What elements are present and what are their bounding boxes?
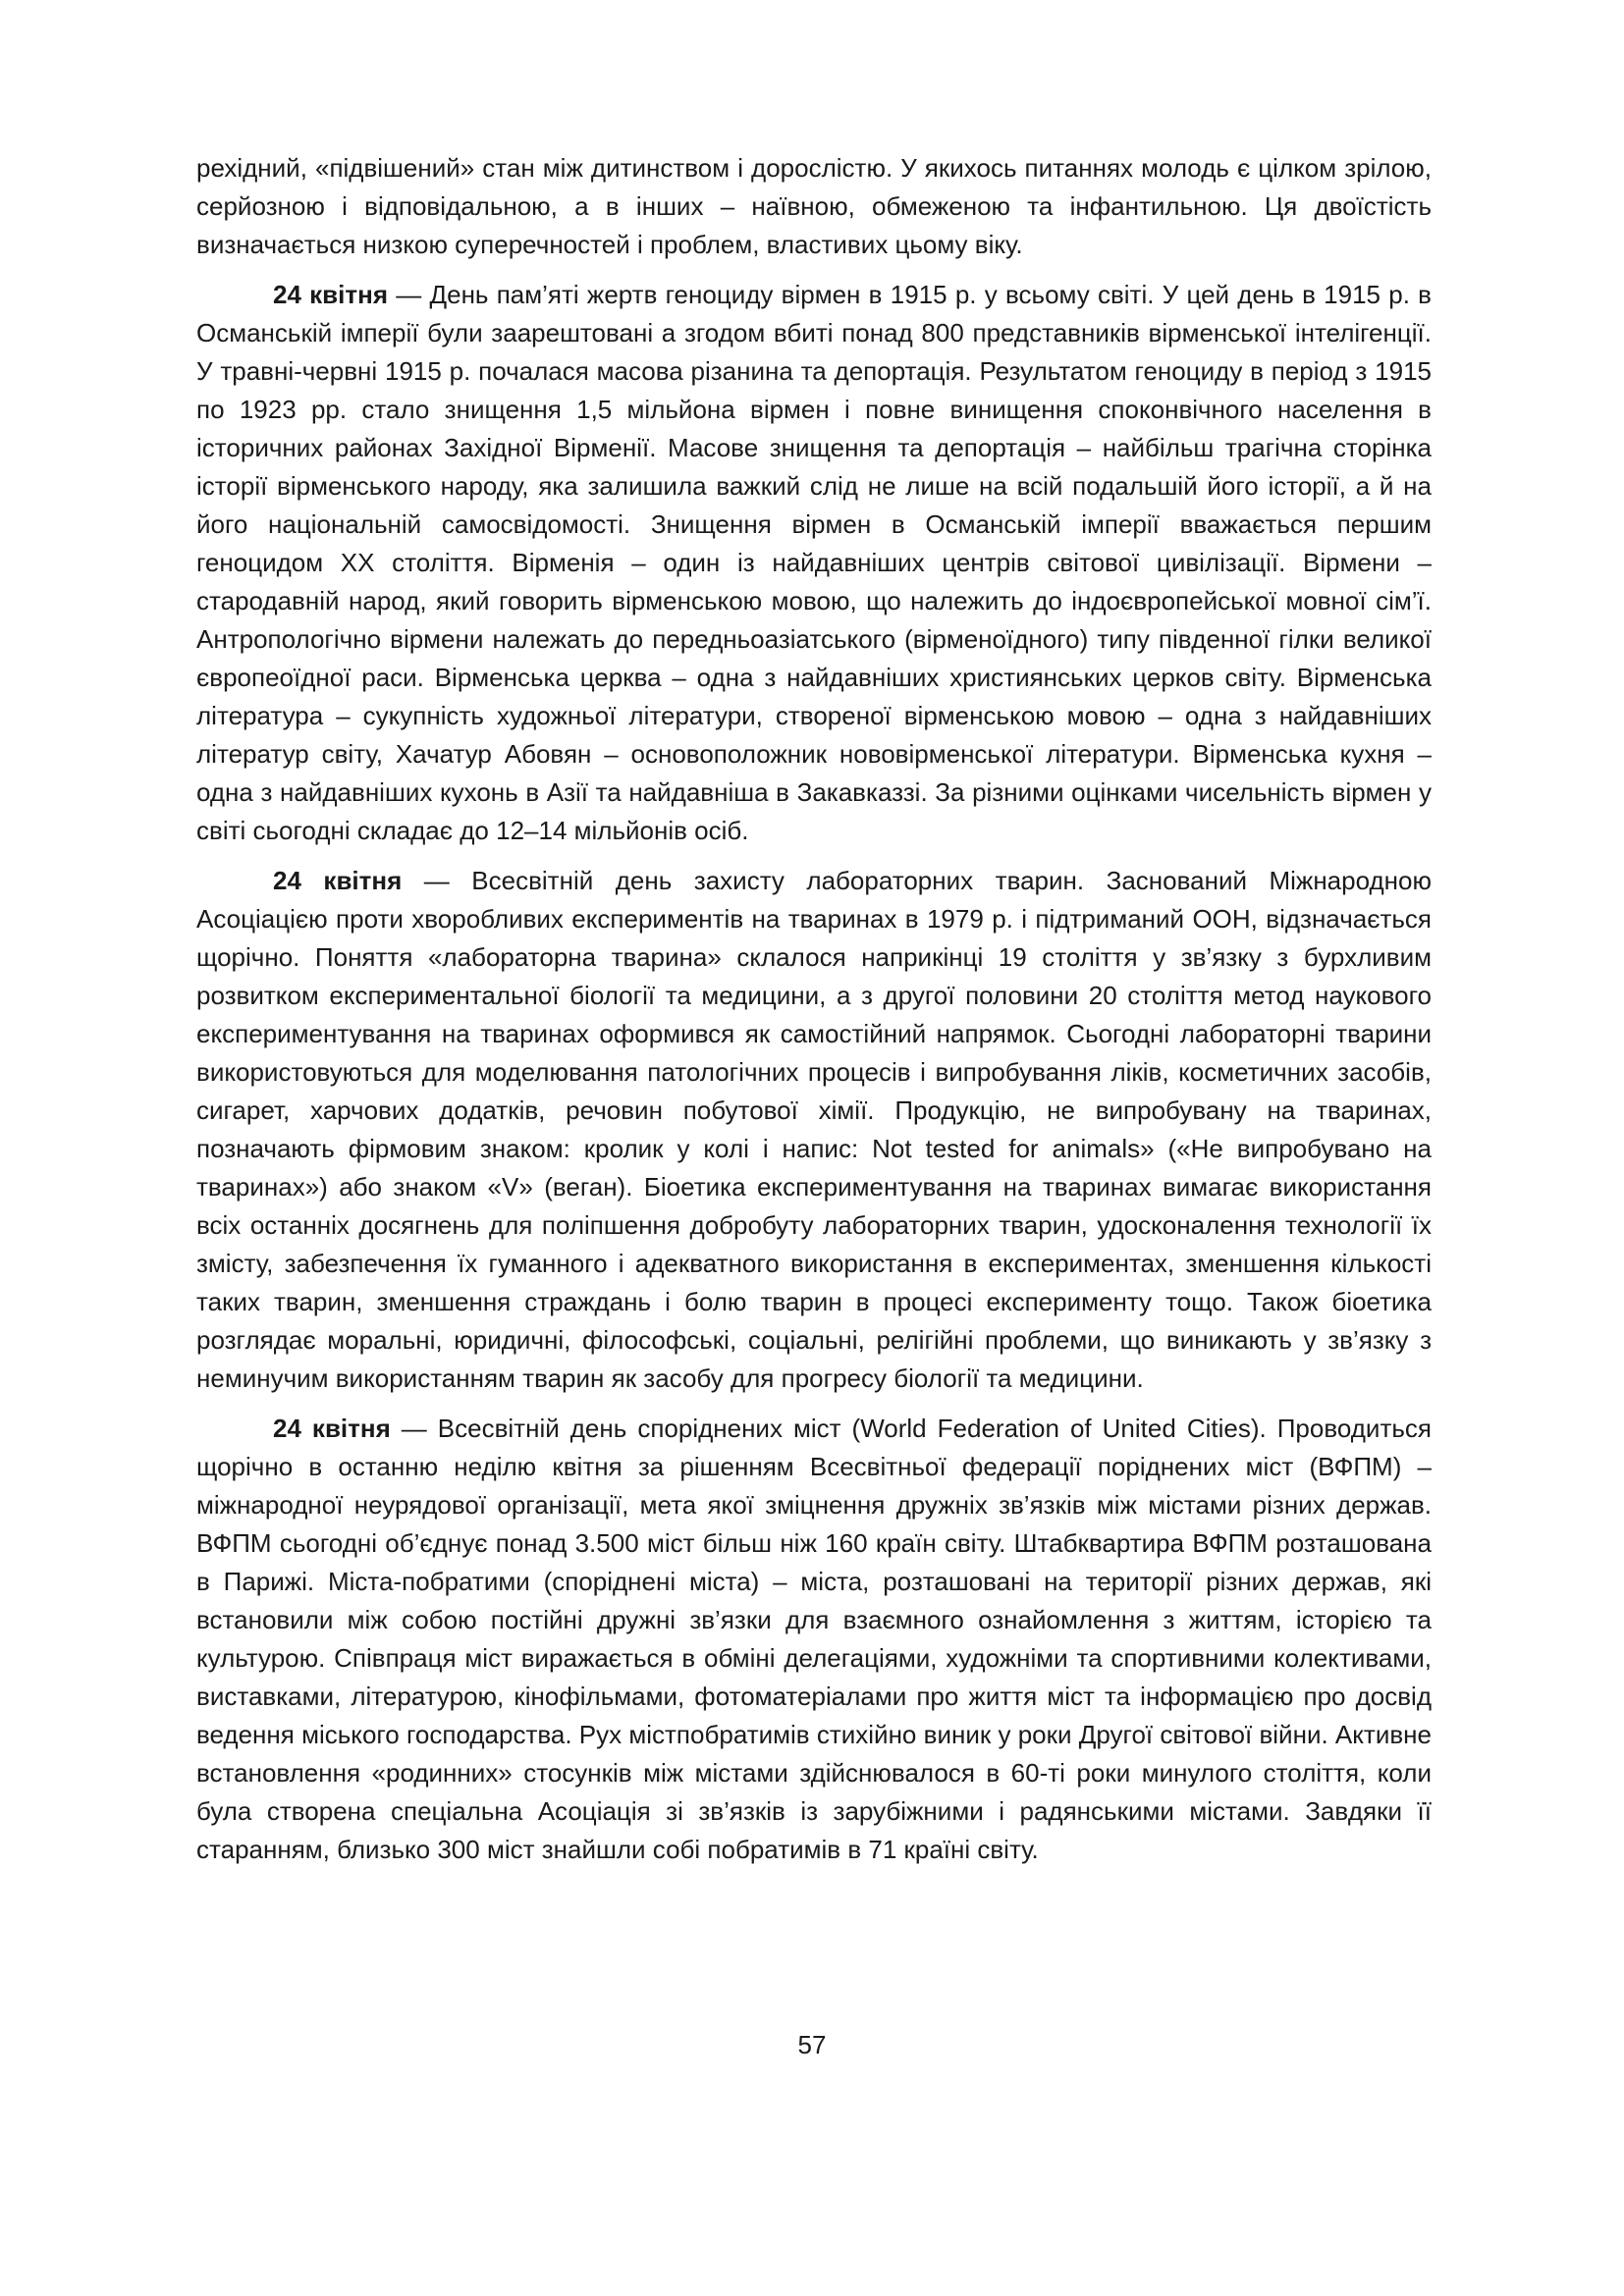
entry-date: 24 квітня <box>273 1414 391 1443</box>
entry-date: 24 квітня <box>273 866 403 895</box>
entry-twin-cities <box>196 1410 1432 1869</box>
entry-date: 24 квітня <box>273 280 388 309</box>
entry-armenian-genocide <box>196 276 1432 850</box>
entry-text: — День пам’яті жертв геноциду вірмен в 1915 р. у всьому світі. У цей день в 1915 р. в Османській імперії були заарештовані а згодом вбиті понад 800 представників вірменської інтелігенції. У травні-червні 1915 р. почалася масова різанина та депортація. Результатом геноциду в період з 1915 по 1923 рр. стало знищення 1,5 мільйона вірмен і повне винищення споконвічного населення в історичних районах Західної Вірменії. Масове знищення та депортація – найбільш трагічна сторінка історії вірменського народу, яка залишила важкий слід не лише на всій подальшій його історії, а й на його національній самосвідомості. Знищення вірмен в Османській імперії вважається першим геноцидом ХХ століття. Вірменія – один із найдавніших центрів світової цивілізації. Вірмени – стародавній народ, який говорить вірменською мовою, що належить до індоєвропейської мовної сім’ї. Антропологічно вірмени належать до передньоазіатського (вірменоїдного) типу південної гілки великої європеоїдної раси. Вірменська церква – одна з найдавніших християнських церков світу. Вірменська література – сукупність художньої літератури, створеної вірменською мовою – одна з найдавніших літератур світу, Хачатур Абовян – основоположник нововірменської літератури. Вірменська кухня – одна з найдавніших кухонь в Азії та найдавніша в Закавказзі. За різними оцінками чисельність вірмен у світі сьогодні складає до 12–14 мільйонів осіб. <box>196 280 1432 845</box>
page-number: 57 <box>797 2030 827 2059</box>
body-text <box>196 149 1432 1881</box>
entry-laboratory-animals <box>196 862 1432 1398</box>
entry-text: — Всесвітній день споріднених міст (World Federation of United Cities). Проводиться щорічно в останню неділю квітня за рішенням Всесвітньої федерації поріднених міст (ВФПМ) – міжнародної неурядової організації, мета якої зміцнення дружніх зв’язків між містами різних держав. ВФПМ сьогодні об’єднує понад 3.500 міст більш ніж 160 країн світу. Штабквартира ВФПМ розташована в Парижі. Міста-побратими (споріднені міста) – міста, розташовані на території різних держав, які встановили між собою постійні дружні зв’язки для взаємного ознайомлення з життям, історією та культурою. Співпраця міст виражається в обміні делегаціями, художніми та спортивними колективами, виставками, літературою, кінофільмами, фотоматеріалами про життя міст та інформацією про досвід ведення міського господарства. Рух містпобратимів стихійно виник у роки Другої світової війни. Активне встановлення «родинних» стосунків між містами здійснювалося в 60-ті роки минулого століття, коли була створена спеціальна Асоціація зі зв’язків із зарубіжними і радянськими містами. Завдяки її старанням, близько 300 міст знайшли собі побратимів в 71 країні світу. <box>196 1414 1432 1864</box>
continued-paragraph: рехідний, «підвішений» стан між дитинством і дорослістю. У якихось питаннях молодь є цілком зрілою, серйозною і відповідальною, а в інших – наївною, обмеженою та інфантильною. Ця двоїстість визначається низкою суперечностей і проблем, властивих цьому віку. <box>196 153 1432 259</box>
entry-text: — Всесвітній день захисту лабораторних тварин. Заснований Міжнародною Асоціацією проти хворобливих експериментів на тваринах в 1979 р. і підтриманий ООН, відзначається щорічно. Поняття «лабораторна тварина» склалося наприкінці 19 століття у зв’язку з бурхливим розвитком експериментальної біології та медицини, а з другої половини 20 століття метод наукового експериментування на тваринах оформився як самостійний напрямок. Сьогодні лабораторні тварини використовуються для моделювання патологічних процесів і випробування ліків, косметичних засобів, сигарет, харчових додатків, речовин побутової хімії. Продукцію, не випробувану на тваринах, позначають фірмовим знаком: кролик у колі і напис: Not tested for animals» («Не випробувано на тваринах») або знаком «V» (веган). Біоетика експериментування на тваринах вимагає використання всіх останніх досягнень для поліпшення добробуту лабораторних тварин, удосконалення технології їх змісту, забезпечення їх гуманного і адекватного використання в експериментах, зменшення кількості таких тварин, зменшення страждань і болю тварин в процесі експерименту тощо. Також біоетика розглядає моральні, юридичні, філософські, соціальні, релігійні проблеми, що виникають у зв’язку з неминучим використанням тварин як засобу для прогресу біології та медицини. <box>196 866 1432 1393</box>
